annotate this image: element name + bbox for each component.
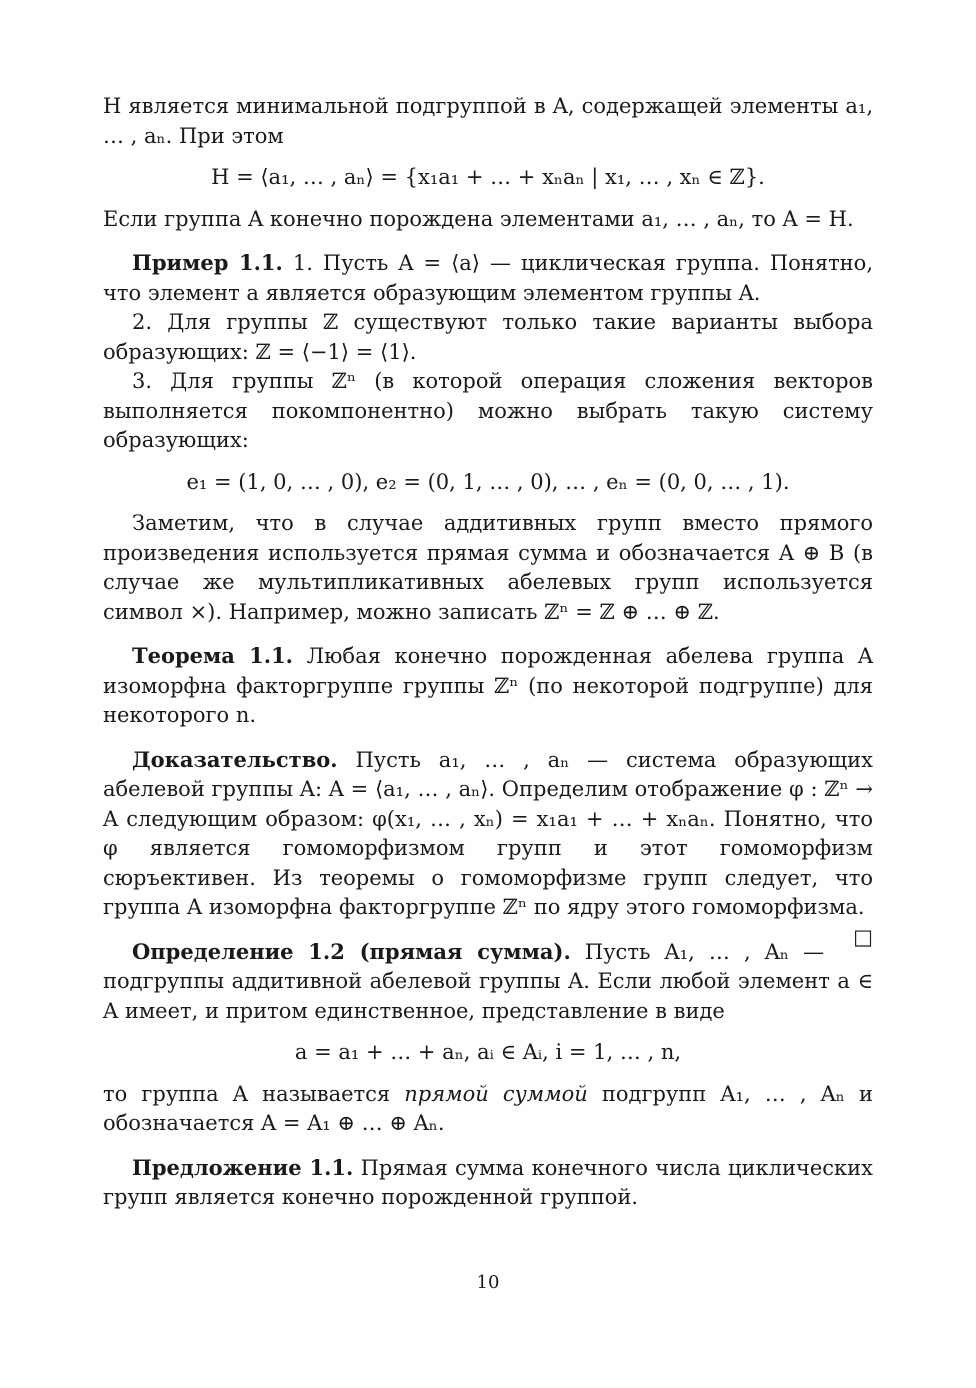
- paragraph-direct-sum-note: Заметим, что в случае аддитивных групп вместо прямого произведения используется прямая сумма и обозначается A ⊕ B (в случае же мультипликативных абелевых групп используется символ ×). Например, можно записать ℤⁿ = ℤ ⊕ … ⊕ ℤ.: [103, 511, 873, 624]
- theorem-label: Теорема 1.1.: [132, 643, 293, 668]
- definition-continuation-start: то группа A называется: [103, 1081, 405, 1106]
- definition-label: Определение 1.2 (прямая сумма).: [132, 938, 571, 964]
- definition-text: Пусть A₁, … , Aₙ — подгруппы аддитивной абелевой группы A. Если любой элемент a ∈ A имеет, и притом единственное, представление в виде: [103, 939, 873, 1023]
- theorem-1-1: [103, 641, 873, 731]
- example-item-2: 2. Для группы ℤ существуют только такие варианты выбора образующих: ℤ = ⟨−1⟩ = ⟨1⟩.: [103, 310, 873, 364]
- example-item-1: 1. Пусть A = ⟨a⟩ — циклическая группа. Понятно, что элемент a является образующим элементом группы A.: [103, 251, 873, 305]
- proposition-1-1: [103, 1153, 873, 1213]
- proof: [103, 745, 873, 949]
- example-1-1: [103, 248, 873, 308]
- paragraph-minimal-subgroup: H является минимальной подгруппой в A, содержащей элементы a₁, … , aₙ. При этом: [103, 94, 873, 148]
- equation-direct-sum-decomposition: a = a₁ + … + aₙ, aᵢ ∈ Aᵢ, i = 1, … , n,: [294, 1040, 682, 1064]
- paragraph-direct-sum-definition: [103, 1080, 873, 1139]
- page-number: 10: [476, 1272, 500, 1293]
- theorem-text: Любая конечно порожденная абелева группа A изоморфна факторгруппе группы ℤⁿ (по некоторой подгруппе) для некоторого n.: [103, 644, 874, 727]
- definition-1-2: [103, 937, 873, 1027]
- proposition-text: Прямая сумма конечного числа циклических групп является конечно порожденной группой.: [103, 1155, 873, 1209]
- example-item-3: 3. Для группы ℤⁿ (в которой операция сложения векторов выполняется покомпонентно) можно выбрать такую систему образующих:: [103, 369, 873, 452]
- equation-generated-subgroup: H = ⟨a₁, … , aₙ⟩ = {x₁a₁ + … + xₙaₙ | x₁, … , xₙ ∈ ℤ}.: [211, 165, 765, 189]
- proof-text: Пусть a₁, … , aₙ — система образующих абелевой группы A: A = ⟨a₁, … , aₙ⟩. Определим отображение φ : ℤⁿ → A следующим образом: φ(x₁, … , xₙ) = x₁a₁ + … + xₙaₙ. Понятно, что φ является гомоморфизмом групп и этот гомоморфизм сюръективен. Из теоремы о гомоморфизме групп следует, что группа A изоморфна факторгруппе ℤⁿ по ядру этого гомоморфизма.: [103, 747, 873, 919]
- example-label: Пример 1.1.: [132, 250, 283, 275]
- definition-continuation-end: подгрупп A₁, … , Aₙ и обозначается A = A₁ ⊕ … ⊕ Aₙ.: [103, 1081, 873, 1135]
- term-direct-sum: прямой суммой: [404, 1081, 588, 1106]
- qed-symbol: □: [853, 924, 873, 949]
- paragraph-finitely-generated: Если группа A конечно порождена элементами a₁, … , aₙ, то A = H.: [103, 206, 854, 231]
- proof-label: Доказательство.: [132, 746, 338, 772]
- equation-basis-vectors: e₁ = (1, 0, … , 0), e₂ = (0, 1, … , 0), … , eₙ = (0, 0, … , 1).: [186, 469, 790, 494]
- page-body: [103, 92, 873, 1213]
- proposition-label: Предложение 1.1.: [132, 1154, 354, 1180]
